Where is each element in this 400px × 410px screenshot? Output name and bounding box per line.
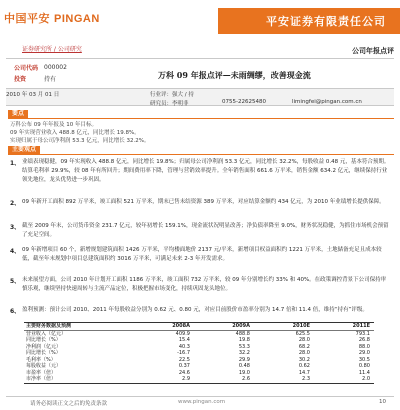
summary-block — [10, 120, 390, 144]
info-value: 持有 — [44, 76, 57, 83]
table-cell: 营业收入（亿元） — [26, 330, 67, 337]
page-header — [0, 0, 400, 44]
info-row-code — [14, 62, 144, 73]
bullet-number: 3、 — [10, 224, 21, 231]
analyst-name: 研究员：李明非 — [150, 101, 189, 107]
table-cell: 88.0 — [358, 343, 370, 350]
table-cell: 0.62 — [298, 363, 310, 369]
table-cell: 同比增长（%） — [26, 350, 61, 356]
table-cell: 793.1 — [355, 330, 370, 337]
table-header-cell: 2008A — [172, 323, 190, 329]
table-cell: 2.6 — [242, 376, 250, 382]
bullet-text: 截至 2009 年末，公司货币资金 231.7 亿元，较年初增长 159.1%，现金流状况明显改善；净负债率降至 9.0%，财务状况稳健，为抓住市场机会预留了充足空间。 — [22, 223, 389, 238]
table-header-cell: 主要财务数据及预测 — [26, 323, 72, 329]
table-cell: 市净率（倍） — [26, 376, 57, 382]
footer-url[interactable]: www.pingan.com — [178, 399, 226, 405]
table-cell: 28.0 — [298, 350, 310, 356]
section-title-body: 主要观点 — [8, 146, 40, 154]
table-cell: 409.9 — [175, 330, 190, 337]
table-cell: 29.9 — [238, 356, 250, 363]
footer-disclaimer: 请务必阅读正文之后的免责条款 — [30, 401, 108, 407]
report-category: 证券研究所 / 公司研究 — [22, 46, 82, 53]
bullet-text: 未来展望方面，公司 2010 年计划开工面积 1186 万平米，竣工面积 732 万平米，较 09 年分别增长约 33% 和 40%。在政策调控背景下公司保持审慎乐观，继续坚持快速周转与主流产品定位，积极把握市场变化，持续巩固龙头地位。 — [22, 277, 387, 292]
table-cell: 40.3 — [178, 343, 190, 350]
table-cell: 2.0 — [362, 376, 370, 382]
table-cell: 28.0 — [298, 337, 310, 343]
table-cell: 14.7 — [298, 369, 310, 376]
analyst-email[interactable]: limingfei@pingan.com.cn — [292, 99, 362, 105]
analyst-phone: 0755-22625480 — [222, 99, 266, 105]
info-row-rating — [14, 73, 144, 84]
table-cell: 2.3 — [302, 376, 310, 382]
table-cell: 68.2 — [298, 343, 310, 350]
bullet-number: 4、 — [10, 248, 21, 255]
divider — [6, 58, 394, 59]
table-cell: 29.0 — [358, 350, 370, 356]
bullet-text: 盈利预测：预计公司 2010、2011 年每股收益分别为 0.62 元、0.80 元，对应目前股价市盈率分别为 14.7 倍和 11.4 倍，维持“持有”评级。 — [22, 307, 368, 313]
table-row — [24, 376, 374, 383]
logo-en: PINGAN — [54, 13, 100, 25]
sector-rating: 行业评：强大 / 持 — [150, 92, 194, 98]
table-cell: 32.2 — [238, 350, 250, 356]
footer-divider — [6, 396, 394, 397]
bullet-text: 09 年新增项目 60 个，新增规划建筑面积 1426 万平米，平均楼面地价 2137 元/平米，新增项目权益面积约 1221 万平米，土地储备充足且成本较低，截至年末规划中项目总建筑面积约 3016 万平米，可满足未来 2-3 年开发需求。 — [22, 247, 382, 262]
table-header-cell: 2010E — [292, 323, 310, 329]
report-type: 公司年报点评 — [352, 47, 394, 55]
sub-header — [0, 44, 400, 58]
info-key: 公司代码 — [14, 65, 39, 72]
table-cell: 625.5 — [295, 330, 310, 337]
table-cell: 11.4 — [358, 369, 370, 376]
table-cell: 0.48 — [238, 363, 250, 369]
table-cell: 30.5 — [358, 356, 370, 363]
table-cell: 19.8 — [238, 337, 250, 343]
table-cell: -16.7 — [177, 350, 190, 356]
section-rule — [8, 118, 394, 119]
summary-line: 万科公布 09 年年报及 10 年目标。 — [10, 122, 97, 128]
table-cell: 2.9 — [182, 376, 190, 382]
summary-line: 09 年实现营业收入 488.8 亿元，同比增长 19.8%。 — [10, 130, 140, 136]
table-cell: 26.8 — [358, 337, 370, 343]
stock-info — [14, 62, 144, 84]
logo-zh: 中国平安 — [4, 13, 50, 25]
bullet-text: 09 年新开工面积 892 万平米，竣工面积 521 万平米，期末已售未结资源 389 万平米，对应结算金额约 434 亿元，为 2010 年业绩增长提供保障。 — [22, 199, 385, 205]
report-date: 2010 年 03 月 01 日 — [6, 92, 60, 98]
table-cell: 24.6 — [178, 369, 190, 376]
table-cell: 22.5 — [178, 356, 190, 363]
table-cell: 30.2 — [298, 356, 310, 363]
bullet-text: 业绩表现稳健，09 年实现收入 488.8 亿元，同比增长 19.8%；归属母公司净利润 53.3 亿元，同比增长 32.2%，每股收益 0.48 元，基本符合预期。结算毛利率 29.9%，较 08 年有所回升；期间费用率下降，管理与营销效率提升。全年销售面积 661.6 万平米，销售金额 634.2 亿元，继续保持行业领先地位，龙头优势进一步巩固。 — [22, 159, 390, 183]
table-cell: 同比增长（%） — [26, 337, 61, 343]
table-cell: 0.37 — [178, 363, 190, 369]
section-rule — [8, 154, 394, 155]
table-header — [24, 323, 374, 331]
table-cell: 毛利率（%） — [26, 356, 56, 363]
financial-table — [24, 322, 374, 384]
brand-name: 平安证券有限责任公司 — [266, 15, 386, 28]
table-cell: 0.80 — [358, 363, 370, 369]
bullet-number: 5、 — [10, 278, 21, 285]
table-cell: 53.3 — [238, 343, 250, 350]
bullet-number: 6、 — [10, 308, 21, 315]
page-number: 10 — [379, 399, 386, 405]
summary-line: 实现归属于母公司净利润 53.3 亿元，同比增长 32.2%。 — [10, 138, 150, 144]
bullet-number: 2、 — [10, 200, 21, 207]
bullet-number: 1、 — [10, 160, 21, 167]
table-cell: 15.4 — [178, 337, 190, 343]
table-cell: 每股收益（元） — [26, 363, 62, 369]
table-cell: 488.8 — [235, 330, 250, 337]
info-value: 000002 — [44, 64, 67, 71]
info-key: 投资 — [14, 76, 27, 83]
table-cell: 市盈率（倍） — [26, 369, 57, 376]
pingan-logo — [4, 10, 100, 26]
table-cell: 净利润（亿元） — [26, 343, 62, 350]
table-header-cell: 2011E — [352, 323, 370, 329]
section-title-summary: 要点 — [8, 110, 28, 118]
table-cell: 19.0 — [238, 369, 250, 376]
table-header-cell: 2009A — [232, 323, 250, 329]
report-headline: 万科 09 年报点评—未雨绸缪，改善现金流 — [158, 70, 311, 80]
